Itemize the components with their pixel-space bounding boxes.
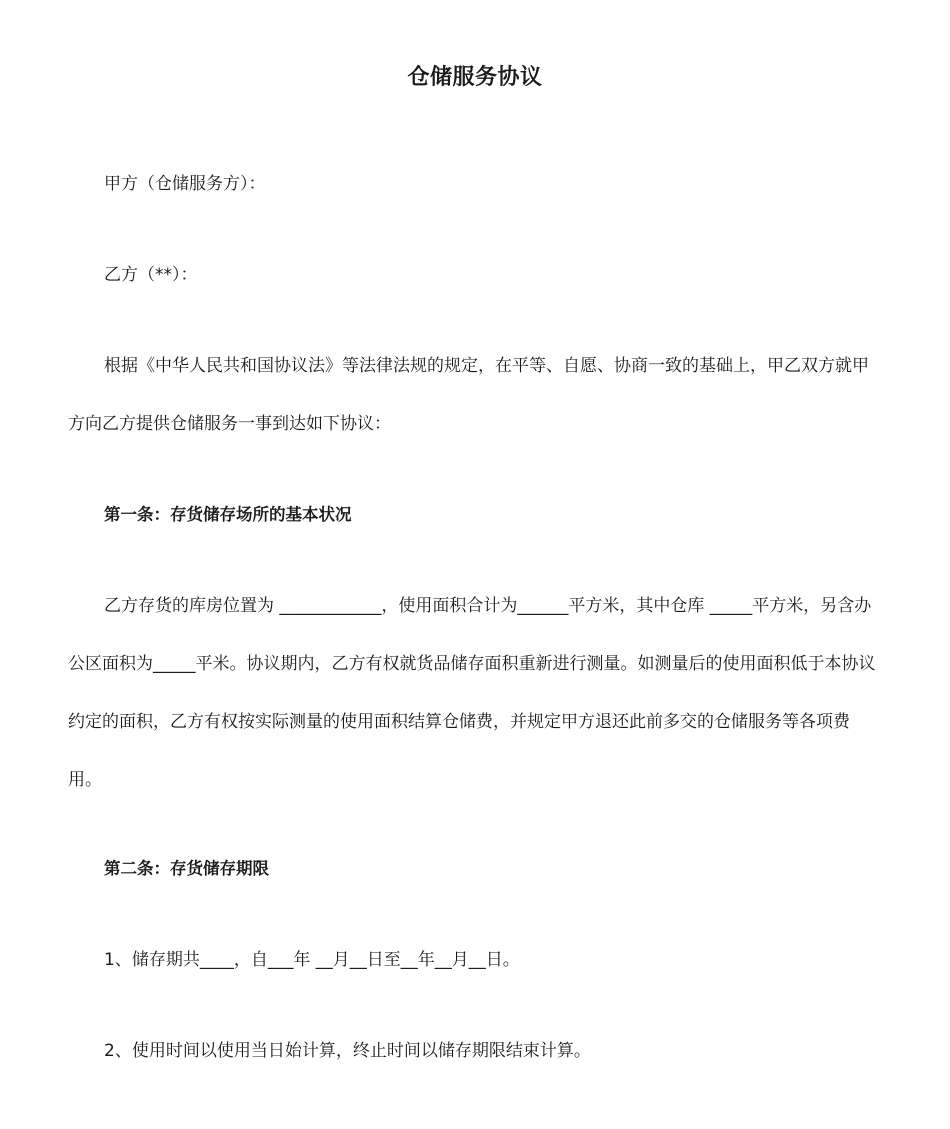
party-b-line: 乙方（**）： xyxy=(104,265,198,285)
article-2-heading: 第二条：存货储存期限 xyxy=(104,859,269,878)
article-2-item-2: 2、使用时间以使用当日始计算，终止时间以储存期限结束计算。 xyxy=(104,1041,591,1061)
party-a-line: 甲方（仓储服务方）： xyxy=(104,174,266,194)
article-1-heading: 第一条：存货储存场所的基本状况 xyxy=(104,505,352,524)
article-1-body: 乙方存货的库房位置为 ____________，使用面积合计为______平方米，其中仓库 _____平方米，另含办公区面积为_____平米。协议期内，乙方有权就货品储存面积重新进行测量。如测量后的使用面积低于本协议约定的面积，乙方有权按实际测量的使用面积结算仓储费，并规定甲方退还此前多交的仓储服务等各项费用。 xyxy=(68,596,876,790)
preamble-paragraph: 根据《中华人民共和国协议法》等法律法规的规定，在平等、自愿、协商一致的基础上，甲乙双方就甲方向乙方提供仓储服务一事到达如下协议： xyxy=(68,356,869,434)
article-2-item-1: 1、储存期共____，自___年 __月__日至__年__月__日。 xyxy=(104,950,520,970)
document-title: 仓储服务协议 xyxy=(407,65,543,90)
